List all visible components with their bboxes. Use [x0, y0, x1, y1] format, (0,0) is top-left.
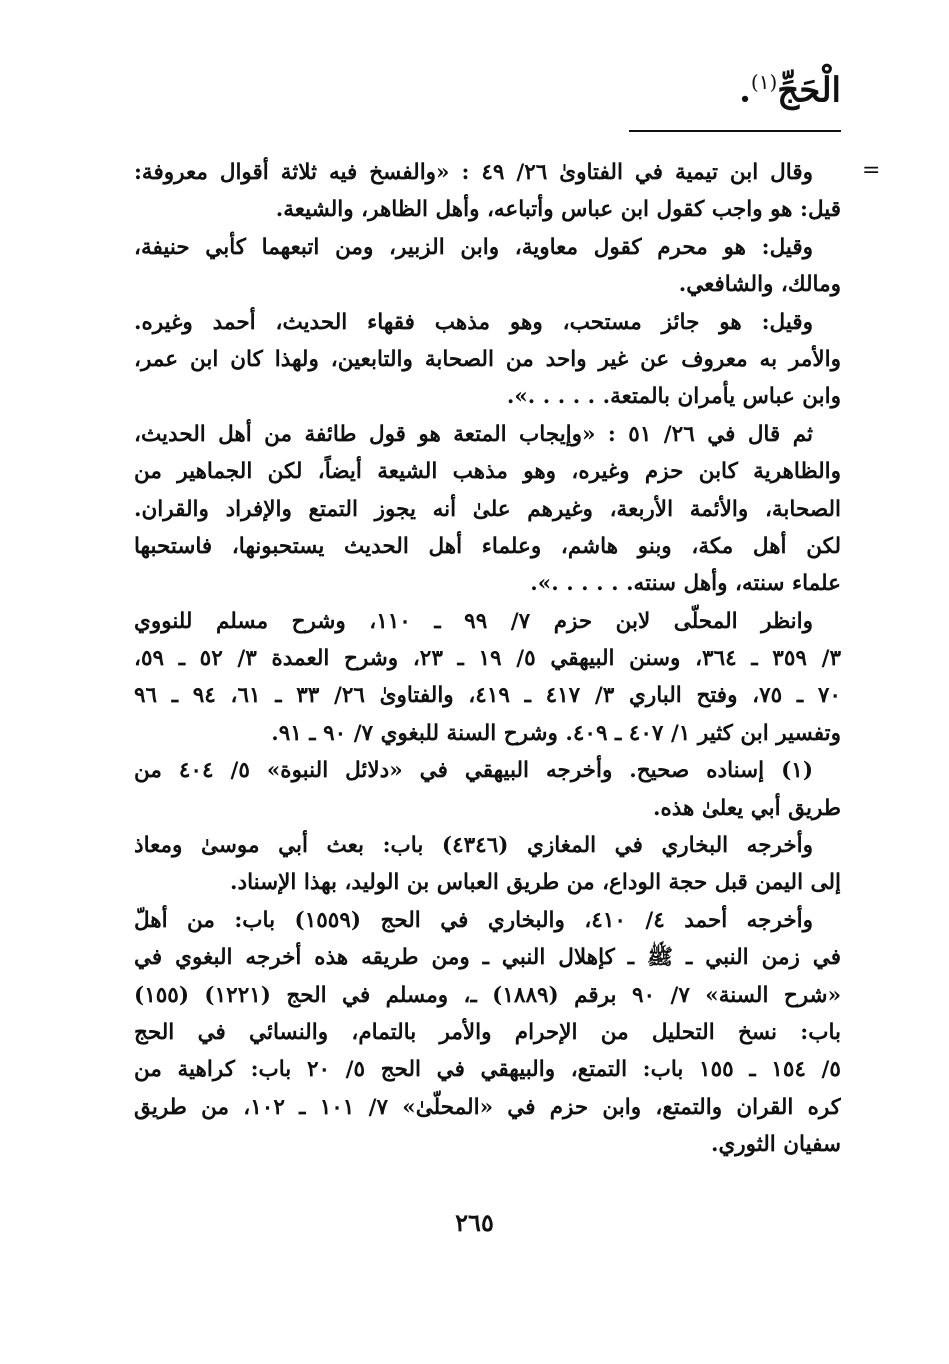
- text-line: وأخرجه البخاري في المغازي (٤٣٤٦) باب: بعث أبي موسىٰ ومعاذ: [134, 833, 813, 859]
- page-number: ٢٦٥: [455, 1208, 494, 1237]
- text-line: ثم قال في ٢٦/ ٥١ : «وإيجاب المتعة هو قول طائفة من أهل الحديث،: [134, 421, 813, 447]
- continuation-mark: =: [862, 158, 881, 183]
- text-line: وأخرجه أحمد ٤/ ٤١٠، والبخاري في الحج (١٥٥٩) باب: من أهلّ: [134, 907, 813, 933]
- text-line: وابن عباس يأمران بالمتعة. . . . . .».: [506, 384, 841, 410]
- text-line: وانظر المحلّى لابن حزم ٧/ ٩٩ ـ ١١٠، وشرح مسلم للنووي: [134, 608, 813, 634]
- header-trail: .: [739, 70, 751, 111]
- text-line: وقيل: هو محرم كقول معاوية، وابن الزبير، ومن اتبعهما كأبي حنيفة،: [134, 234, 813, 260]
- header-word: الْحَجِّ: [777, 70, 841, 111]
- running-header: [739, 70, 841, 111]
- header-rule: [629, 130, 841, 132]
- text-line: «شرح السنة» ٧/ ٩٠ برقم (١٨٨٩) ـ، ومسلم في الحج (١٢٢١) (١٥٥): [134, 982, 841, 1008]
- text-line: باب: نسخ التحليل من الإحرام والأمر بالتمام، والنسائي في الحج: [134, 1019, 841, 1045]
- text-line: لكن أهل مكة، وبنو هاشم، وعلماء أهل الحديث يستحبونها، فاستحبها: [134, 533, 841, 559]
- text-line: ٧٠ ـ ٧٥، وفتح الباري ٣/ ٤١٧ ـ ٤١٩، والفتاوىٰ ٢٦/ ٣٣ ـ ٦١، ٩٤ ـ ٩٦: [134, 683, 841, 709]
- header-footnote-ref: (١): [750, 70, 778, 94]
- text-line: قيل: هو واجب كقول ابن عباس وأتباعه، وأهل الظاهر، والشيعة.: [275, 197, 841, 223]
- text-line: كره القران والتمتع، وابن حزم في «المحلّىٰ» ٧/ ١٠١ ـ ١٠٢، من طريق: [134, 1094, 841, 1120]
- text-line: علماء سنته، وأهل سنته. . . . . .».: [530, 571, 841, 597]
- text-line: في زمن النبي ـ ﷺ ـ كإهلال النبي ـ ومن طريقه هذه أخرجه البغوي في: [134, 945, 841, 971]
- text-line: طريق أبي يعلىٰ هذه.: [653, 795, 841, 821]
- text-line: (١) إسناده صحيح. وأخرجه البيهقي في «دلائل النبوة» ٥/ ٤٠٤ من: [134, 758, 814, 784]
- text-line: ٣/ ٣٥٩ ـ ٣٦٤، وسنن البيهقي ٥/ ١٩ ـ ٢٣، وشرح العمدة ٣/ ٥٢ ـ ٥٩،: [134, 646, 841, 672]
- text-line: وقيل: هو جائز مستحب، وهو مذهب فقهاء الحديث، أحمد وغيره.: [134, 309, 813, 335]
- text-line: الصحابة، والأئمة الأربعة، وغيرهم علىٰ أنه يجوز التمتع والإفراد والقران.: [134, 496, 841, 522]
- text-line: والظاهرية كابن حزم وغيره، وهو مذهب الشيعة أيضاً، لكن الجماهير من: [134, 459, 841, 485]
- text-line: وتفسير ابن كثير ١/ ٤٠٧ ـ ٤٠٩. وشرح السنة للبغوي ٧/ ٩٠ ـ ٩١.: [271, 720, 841, 746]
- text-line: وقال ابن تيمية في الفتاوىٰ ٢٦/ ٤٩ : «والفسخ فيه ثلاثة أقوال معروفة:: [134, 160, 813, 185]
- footnote-text: [134, 154, 841, 1164]
- text-line: إلى اليمن قبل حجة الوداع، من طريق العباس بن الوليد، بهذا الإسناد.: [230, 870, 841, 896]
- text-line: سفيان الثوري.: [710, 1132, 841, 1158]
- text-line: ومالك، والشافعي.: [678, 272, 841, 298]
- text-line: والأمر به معروف عن غير واحد من الصحابة والتابعين، ولهذا كان ابن عمر،: [134, 346, 841, 372]
- text-line: ٥/ ١٥٤ ـ ١٥٥ باب: التمتع، والبيهقي في الحج ٥/ ٢٠ باب: كراهية من: [134, 1057, 841, 1083]
